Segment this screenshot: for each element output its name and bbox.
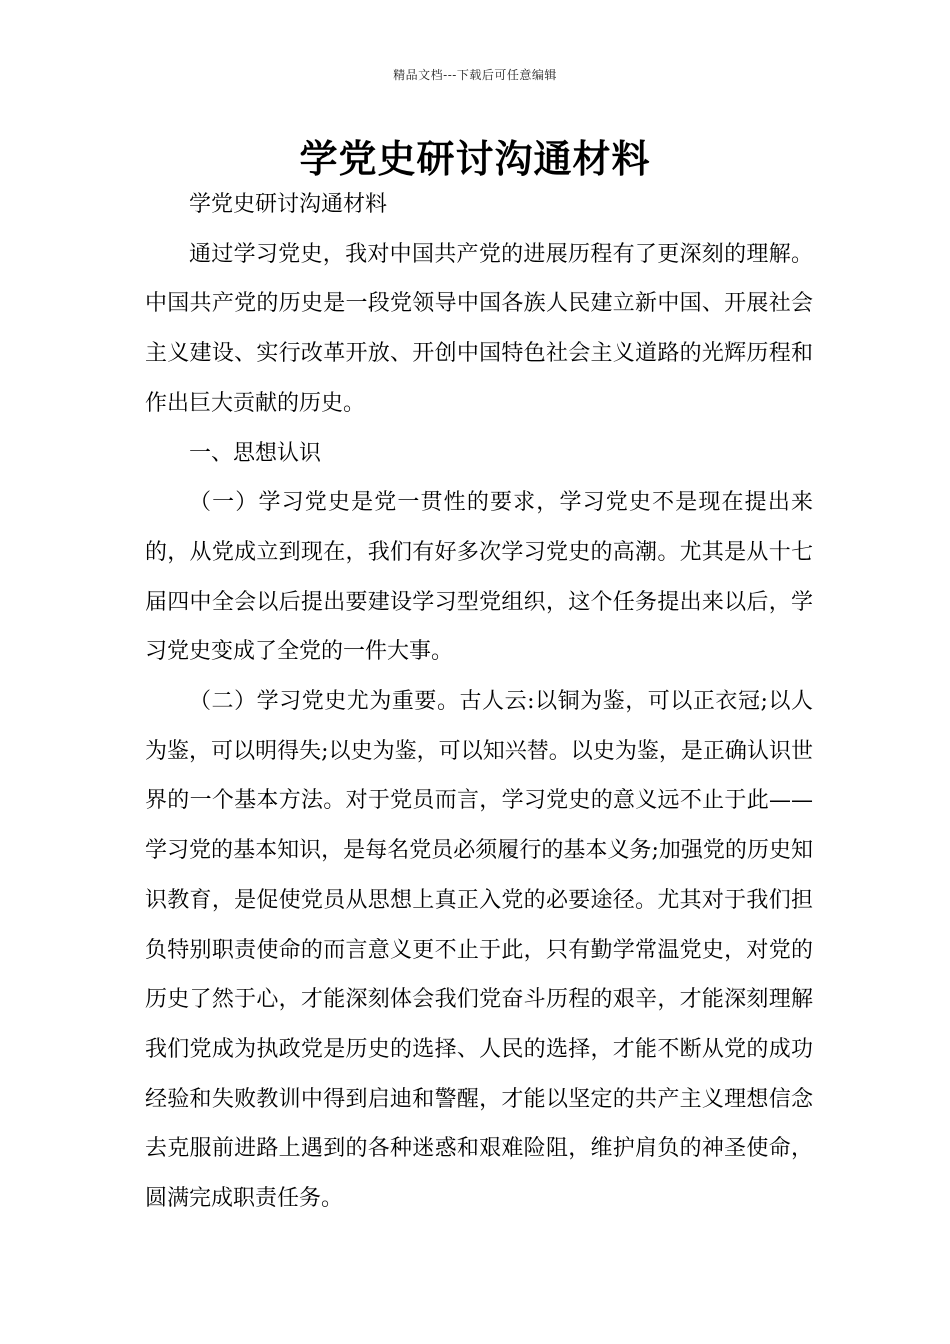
body-paragraph: （二）学习党史尤为重要。古人云:以铜为鉴，可以正衣冠;以人为鉴，可以明得失;以史为鉴，可以知兴替。以史为鉴，是正确认识世界的一个基本方法。对于党员而言，学习党史的意义远不止于此——学习党的基本知识，是每名党员必须履行的基本义务;加强党的历史知识教育，是促使党员从思想上真正入党的必要途径。尤其对于我们担负特别职责使命的而言意义更不止于此，只有勤学常温党史，对党的历史了然于心，才能深刻体会我们党奋斗历程的艰辛，才能深刻理解我们党成为执政党是历史的选择、人民的选择，才能不断从党的成功经验和失败教训中得到启迪和警醒，才能以坚定的共产主义理想信念去克服前进路上遇到的各种迷惑和艰难险阻，维护肩负的神圣使命，圆满完成职责任务。 (145, 689, 813, 1212)
header-note: 精品文档---下载后可任意编辑 (393, 68, 557, 82)
intro-paragraph: 通过学习党史，我对中国共产党的进展历程有了更深刻的理解。中国共产党的历史是一段党领导中国各族人民建立新中国、开展社会主义建设、实行改革开放、开创中国特色社会主义道路的光辉历程和作出巨大贡献的历史。 (145, 241, 813, 416)
document-body (145, 180, 813, 1224)
section-heading: 一、思想认识 (189, 440, 322, 466)
subtitle-paragraph: 学党史研讨沟通材料 (189, 192, 388, 217)
body-paragraph: （一）学习党史是党一贯性的要求，学习党史不是现在提出来的，从党成立到现在，我们有好多次学习党史的高潮。尤其是从十七届四中全会以后提出要建设学习型党组织，这个任务提出来以后，学习党史变成了全党的一件大事。 (145, 490, 813, 665)
document-title: 学党史研讨沟通材料 (299, 136, 651, 181)
